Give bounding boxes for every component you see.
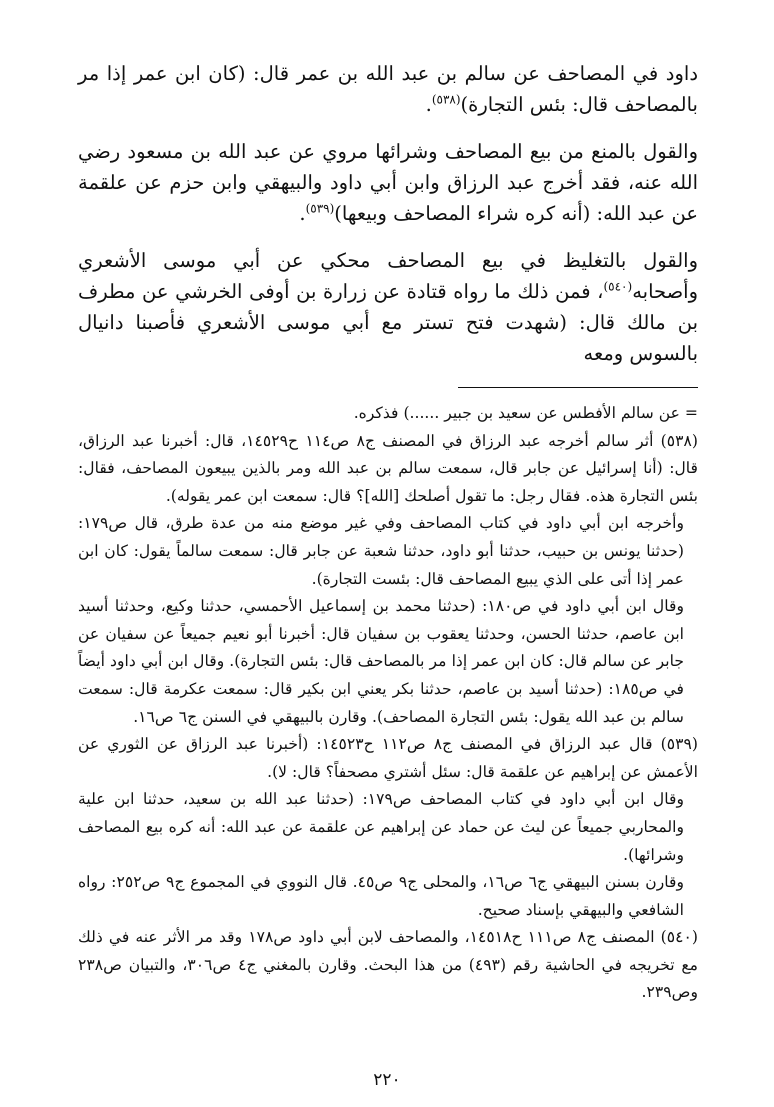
footnote-538-part-3: وقال ابن أبي داود في ص١٨٠: (حدثنا محمد بن إسماعيل الأحمسي، حدثنا وكيع، وحدثنا أسيد ابن عاصم، حدثنا الحسن، وحدثنا يعقوب بن سفيان قال: أخبرنا أبو نعيم جميعاً عن سفيان عن جابر عن سالم قال: كان ابن عمر إذا مر بالمصاحف قال: بئس التجارة). وقال ابن أبي داود أيضاً في ص١٨٥: (حدثنا أسيد بن عاصم، حدثنا بكر يعني ابن بكير قال: سمعت عكرمة قال: سمعت سالم بن عبد الله يقول: بئس التجارة المصاحف). وقارن بالبيهقي في السنن ج٦ ص١٦. — [78, 597, 684, 726]
paragraph-2: والقول بالمنع من بيع المصاحف وشرائها مروي عن عبد الله بن مسعود رضي الله عنه، فقد أخرج عبد الرزاق وابن أبي داود والبيهقي وابن حزم عن علقمة عن عبد الله: (أنه كره شراء المصاحف وبيعها)$^{(٥٣٩)}$. — [78, 140, 698, 225]
footnote-ref-539[interactable]: (٥٣٩) — [305, 201, 335, 216]
book-page — [78, 58, 698, 1007]
page-number: ٢٢٠ — [373, 1070, 401, 1090]
paragraph-3: والقول بالتغليظ في بيع المصاحف محكي عن أبي موسى الأشعري وأصحابه$^{(٥٤٠)}$، فمن ذلك ما رواه قتادة عن زرارة بن أوفى الخرشي عن مطرف بن مالك قال: (شهدت فتح تستر مع أبي موسى الأشعري فأصبنا دانيال بالسوس ومعه — [78, 249, 698, 365]
footnote-540: (٥٤٠) المصنف ج٨ ص١١١ ح١٤٥١٨، والمصاحف لابن أبي داود ص١٧٨ وقد مر الأثر عنه في ذلك مع تخريجه في الحاشية رقم (٤٩٣) من هذا البحث. وقارن بالمغني ج٤ ص٣٠٦، والتبيان ص٢٣٨ وص٢٣٩. — [78, 928, 698, 1002]
footnotes — [78, 400, 698, 1007]
main-text — [78, 58, 698, 369]
footnote-538: (٥٣٨) أثر سالم أخرجه عبد الرزاق في المصنف ج٨ ص١١٤ ح١٤٥٢٩، قال: أخبرنا عبد الرزاق، قال: (أنا إسرائيل عن جابر قال، سمعت سالم بن عبد الله ومر بالذين يبيعون المصاحف، فقال: بئس التجارة هذه. فقال رجل: ما تقول أصلحك [الله]؟ قال: سمعت ابن عمر يقوله). — [78, 431, 698, 505]
footnote-ref-540[interactable]: (٥٤٠) — [603, 279, 633, 294]
paragraph-1: داود في المصاحف عن سالم بن عبد الله بن عمر قال: (كان ابن عمر إذا مر بالمصاحف قال: بئس التجارة)$^{(٥٣٨)}$. — [78, 62, 699, 116]
footnote-539-part-2: وقال ابن أبي داود في كتاب المصاحف ص١٧٩: (حدثنا عبد الله بن سعيد، حدثنا ابن علية والمحاربي جميعاً عن ليث عن حماد عن إبراهيم عن علقمة عن عبد الله: أنه كره بيع المصاحف وشرائها). — [78, 790, 684, 864]
footnote-539: (٥٣٩) قال عبد الرزاق في المصنف ج٨ ص١١٢ ح١٤٥٢٣: (أخبرنا عبد الرزاق عن الثوري عن الأعمش عن إبراهيم عن علقمة قال: سئل أشتري مصحفاً؟ قال: لا). — [78, 735, 698, 781]
footnote-538-part-2: وأخرجه ابن أبي داود في كتاب المصاحف وفي غير موضع منه من عدة طرق، قال ص١٧٩: (حدثنا يونس بن حبيب، حدثنا أبو داود، حدثنا شعبة عن جابر قال: سمعت سالماً يقول: كان ابن عمر إذا أتى على الذي يبيع المصاحف قال: بئست التجارة). — [78, 514, 684, 588]
footnote-divider — [458, 387, 698, 388]
footnote-ref-538[interactable]: (٥٣٨) — [431, 92, 461, 107]
footnote-539-part-3: وقارن بسنن البيهقي ج٦ ص١٦، والمحلى ج٩ ص٤٥. قال النووي في المجموع ج٩ ص٢٥٢: رواه الشافعي والبيهقي بإسناد صحيح. — [78, 873, 685, 919]
footnote-continuation: = عن سالم الأفطس عن سعيد بن جبير ......) فذكره. — [353, 404, 698, 422]
